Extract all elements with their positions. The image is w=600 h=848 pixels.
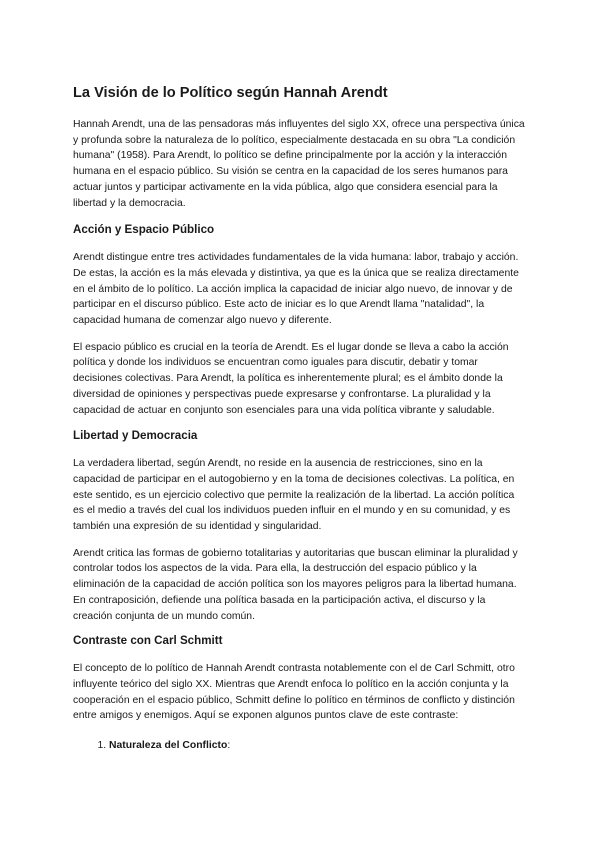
intro-paragraph: Hannah Arendt, una de las pensadoras más influyentes del siglo XX, ofrece una perspectiva única y profunda sobre la naturaleza de lo político, especialmente destacada en su obra "La condición humana" (1958). Para Arendt, lo político se define principalmente por la acción y la interacción humana en el espacio público. Su visión se centra en la capacidad de los seres humanos para actuar juntos y participar activamente en la vida pública, algo que considera esencial para la libertad y la democracia. — [73, 119, 525, 209]
paragraph: La verdadera libertad, según Arendt, no reside en la ausencia de restricciones, sino en la capacidad de participar en el autogobierno y en la toma de decisiones colectivas. La política, en este sentido, es un ejercicio colectivo que permite la realización de la libertad. La acción política es el medio a través del cual los individuos pueden influir en el mundo y en su comunidad, y es también una expresión de su identidad y singularidad. — [73, 458, 515, 533]
section-heading-libertad: Libertad y Democracia — [73, 429, 198, 443]
paragraph: Arendt critica las formas de gobierno totalitarias y autoritarias que buscan eliminar la pluralidad y controlar todos los aspectos de la vida. Para ella, la destrucción del espacio público y la eliminación de la capacidad de acción política son los mayores peligros para la libertad humana. En contraposición, defiende una política basada en la participación activa, el discurso y la creación conjunta de un mundo común. — [73, 547, 518, 622]
paragraph: Arendt distingue entre tres actividades fundamentales de la vida humana: labor, trabajo y acción. De estas, la acción es la más elevada y distintiva, ya que es la única que se realiza directamente en el ámbito de lo político. La acción implica la capacidad de iniciar algo nuevo, de innovar y de participar en el discurso público. Este acto de iniciar es lo que Arendt llama "natalidad", la capacidad humana de comenzar algo nuevo y diferente. — [73, 252, 519, 327]
document-title: La Visión de lo Político según Hannah Arendt — [73, 85, 388, 101]
paragraph: El concepto de lo político de Hannah Arendt contrasta notablemente con el de Carl Schmitt, otro influyente teórico del siglo XX. Mientras que Arendt enfoca lo político en la acción conjunta y la cooperación en el espacio público, Schmitt define lo político en términos de conflicto y distinción entre amigos y enemigos. Aquí se exponen algunos puntos clave de este contraste: — [73, 663, 515, 722]
list-item-suffix: : — [227, 740, 231, 752]
section-heading-contraste: Contraste con Carl Schmitt — [73, 634, 223, 648]
section-heading-accion: Acción y Espacio Público — [73, 223, 215, 237]
list-item — [109, 738, 526, 754]
list-item-bold: Naturaleza del Conflicto — [109, 740, 228, 752]
paragraph: El espacio público es crucial en la teoría de Arendt. Es el lugar donde se lleva a cabo la acción política y donde los individuos se encuentran como iguales para discutir, debatir y tomar decisiones colectivas. Para Arendt, la política es inherentemente plural; es el ámbito donde la diversidad de opiniones y perspectivas puede expresarse y confrontarse. La pluralidad y la capacidad de actuar en conjunto son esenciales para una vida política vibrante y saludable. — [73, 341, 509, 416]
numbered-list — [73, 738, 526, 754]
